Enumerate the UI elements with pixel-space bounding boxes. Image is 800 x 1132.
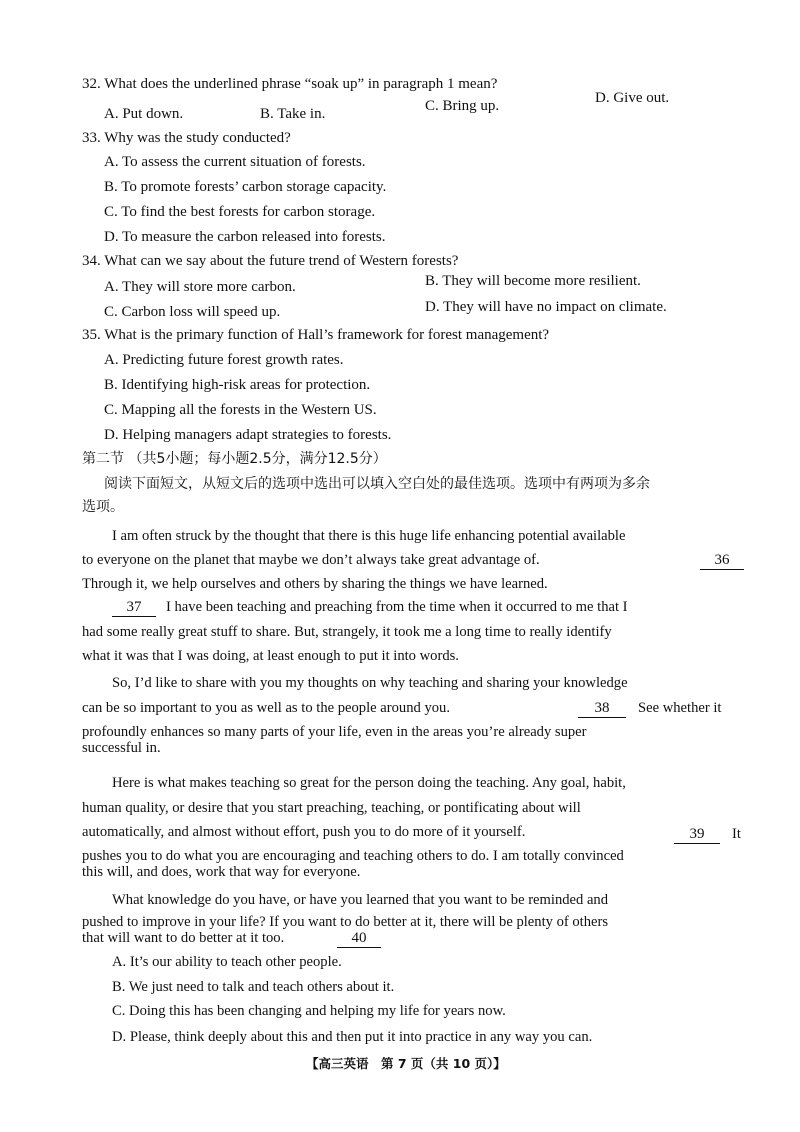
blank-38-number: 38 <box>578 699 626 718</box>
q35-option-b: B. Identifying high-risk areas for protection. <box>104 377 371 393</box>
passage-line: I am often struck by the thought that there is this huge life enhancing potential available <box>112 528 626 544</box>
choice-b: B. We just need to talk and teach others about it. <box>112 979 395 995</box>
passage-line: Here is what makes teaching so great for the person doing the teaching. Any goal, habit, <box>112 775 626 791</box>
q32-option-b: B. Take in. <box>260 106 326 122</box>
choice-a: A. It’s our ability to teach other people. <box>112 954 342 970</box>
q33-option-b: B. To promote forests’ carbon storage capacity. <box>104 179 387 195</box>
blank-40 <box>337 928 381 948</box>
blank-38 <box>578 698 626 718</box>
choice-d: D. Please, think deeply about this and then put it into practice in any way you can. <box>112 1029 593 1045</box>
q35-option-a: A. Predicting future forest growth rates. <box>104 352 344 368</box>
passage-line: pushed to improve in your life? If you want to do better at it, there will be plenty of others <box>82 914 609 930</box>
q35-option-c: C. Mapping all the forests in the Western US. <box>104 402 377 418</box>
blank-39-number: 39 <box>674 825 720 844</box>
passage-line: that will want to do better at it too. <box>82 930 285 946</box>
q34-option-d: D. They will have no impact on climate. <box>425 299 667 315</box>
section-title: 第二节 （共5小题；每小题2.5分，满分12.5分） <box>82 451 387 467</box>
page-footer: 【高三英语 第 7 页（共 10 页）】 <box>306 1056 506 1071</box>
q33-option-d: D. To measure the carbon released into forests. <box>104 229 386 245</box>
blank-36 <box>700 550 744 570</box>
passage-line: What knowledge do you have, or have you learned that you want to be reminded and <box>112 892 609 908</box>
q34-option-a: A. They will store more carbon. <box>104 279 296 295</box>
q32-stem: 32. What does the underlined phrase “soak up” in paragraph 1 mean? <box>82 76 498 92</box>
passage-line: human quality, or desire that you start preaching, teaching, or pontificating about will <box>82 800 581 816</box>
q32-option-c: C. Bring up. <box>425 98 500 114</box>
passage-line: So, I’d like to share with you my thoughts on why teaching and sharing your knowledge <box>112 675 628 691</box>
passage-line: I have been teaching and preaching from the time when it occurred to me that I <box>166 599 628 615</box>
q33-option-c: C. To find the best forests for carbon storage. <box>104 204 376 220</box>
passage-line: Through it, we help ourselves and others by sharing the things we have learned. <box>82 576 548 592</box>
blank-37-number: 37 <box>112 598 156 617</box>
passage-line: to everyone on the planet that maybe we don’t always take great advantage of. <box>82 552 540 568</box>
blank-37 <box>112 597 156 617</box>
q34-option-b: B. They will become more resilient. <box>425 273 641 289</box>
passage-line: It <box>732 826 741 842</box>
blank-39 <box>674 824 720 844</box>
passage-line: what it was that I was doing, at least enough to put it into words. <box>82 648 459 664</box>
q34-option-c: C. Carbon loss will speed up. <box>104 304 281 320</box>
passage-line: can be so important to you as well as to the people around you. <box>82 700 451 716</box>
q35-option-d: D. Helping managers adapt strategies to forests. <box>104 427 392 443</box>
section-instructions-cont: 选项。 <box>82 499 124 515</box>
blank-40-number: 40 <box>337 929 381 948</box>
passage-line: had some really great stuff to share. But, strangely, it took me a long time to really identify <box>82 624 612 640</box>
q33-option-a: A. To assess the current situation of forests. <box>104 154 366 170</box>
blank-36-number: 36 <box>700 551 744 570</box>
passage-line: See whether it <box>638 700 722 716</box>
passage-line: profoundly enhances so many parts of your life, even in the areas you’re already super <box>82 724 587 740</box>
passage-line: pushes you to do what you are encouraging and teaching others to do. I am totally convinced <box>82 848 624 864</box>
passage-line: this will, and does, work that way for everyone. <box>82 864 361 880</box>
q32-option-a: A. Put down. <box>104 106 184 122</box>
q32-option-d: D. Give out. <box>595 90 670 106</box>
q35-stem: 35. What is the primary function of Hall’s framework for forest management? <box>82 327 550 343</box>
passage-line: automatically, and almost without effort, push you to do more of it yourself. <box>82 824 526 840</box>
section-instructions: 阅读下面短文，从短文后的选项中选出可以填入空白处的最佳选项。选项中有两项为多余 <box>104 476 650 492</box>
q34-stem: 34. What can we say about the future trend of Western forests? <box>82 253 459 269</box>
choice-c: C. Doing this has been changing and helping my life for years now. <box>112 1003 506 1019</box>
q33-stem: 33. Why was the study conducted? <box>82 130 291 146</box>
passage-line: successful in. <box>82 740 161 756</box>
